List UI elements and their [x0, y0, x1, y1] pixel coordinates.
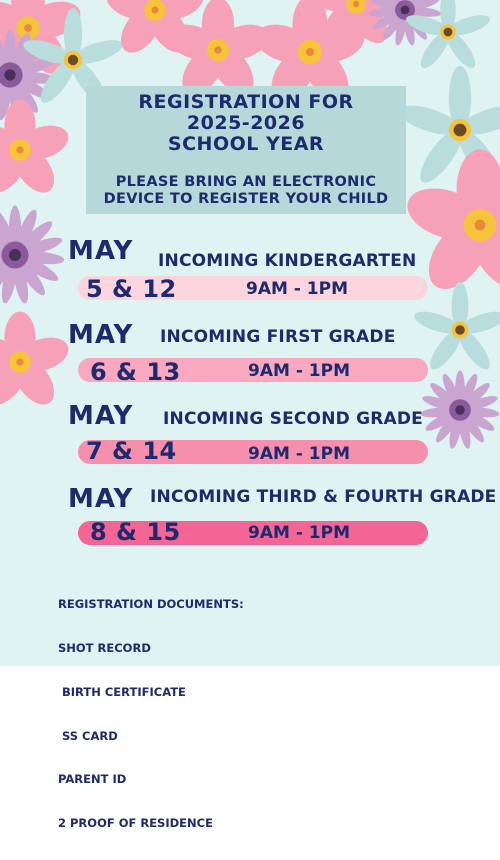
documents-list: [58, 568, 244, 860]
session-days: 8 & 15: [90, 518, 181, 546]
session-month: MAY: [68, 320, 134, 350]
session-grade: INCOMING THIRD & FOURTH GRADE: [150, 487, 497, 507]
session-month: MAY: [68, 401, 134, 431]
session-days: 7 & 14: [86, 437, 177, 465]
pink-flower-icon: [0, 312, 73, 412]
subtitle: PLEASE BRING AN ELECTRONIC DEVICE TO REGISTER YOUR CHILD: [103, 174, 389, 207]
session-time: 9AM - 1PM: [248, 523, 350, 543]
session-days: 6 & 13: [90, 358, 181, 386]
page-title: REGISTRATION FOR 2025-2026 SCHOOL YEAR: [138, 91, 354, 155]
session-grade: INCOMING FIRST GRADE: [160, 327, 396, 347]
document-item: SHOT RECORD: [58, 640, 151, 655]
document-item: SS CARD: [58, 728, 118, 743]
documents-heading: REGISTRATION DOCUMENTS:: [58, 597, 244, 612]
purple-daisy-icon: [420, 370, 500, 449]
purple-daisy-icon: [0, 206, 65, 305]
session-grade: INCOMING KINDERGARTEN: [158, 251, 417, 271]
session-grade: INCOMING SECOND GRADE: [163, 409, 423, 429]
session-month: MAY: [68, 236, 134, 266]
session-days: 5 & 12: [86, 275, 177, 303]
session-time: 9AM - 1PM: [246, 279, 348, 299]
session-time: 9AM - 1PM: [248, 361, 350, 381]
document-item: 2 PROOF OF RESIDENCE: [58, 816, 213, 831]
session-time: 9AM - 1PM: [248, 444, 350, 464]
session-month: MAY: [68, 484, 134, 514]
document-item: BIRTH CERTIFICATE: [58, 684, 186, 699]
pink-flower-icon: [0, 100, 73, 200]
document-item: PARENT ID: [58, 772, 127, 787]
